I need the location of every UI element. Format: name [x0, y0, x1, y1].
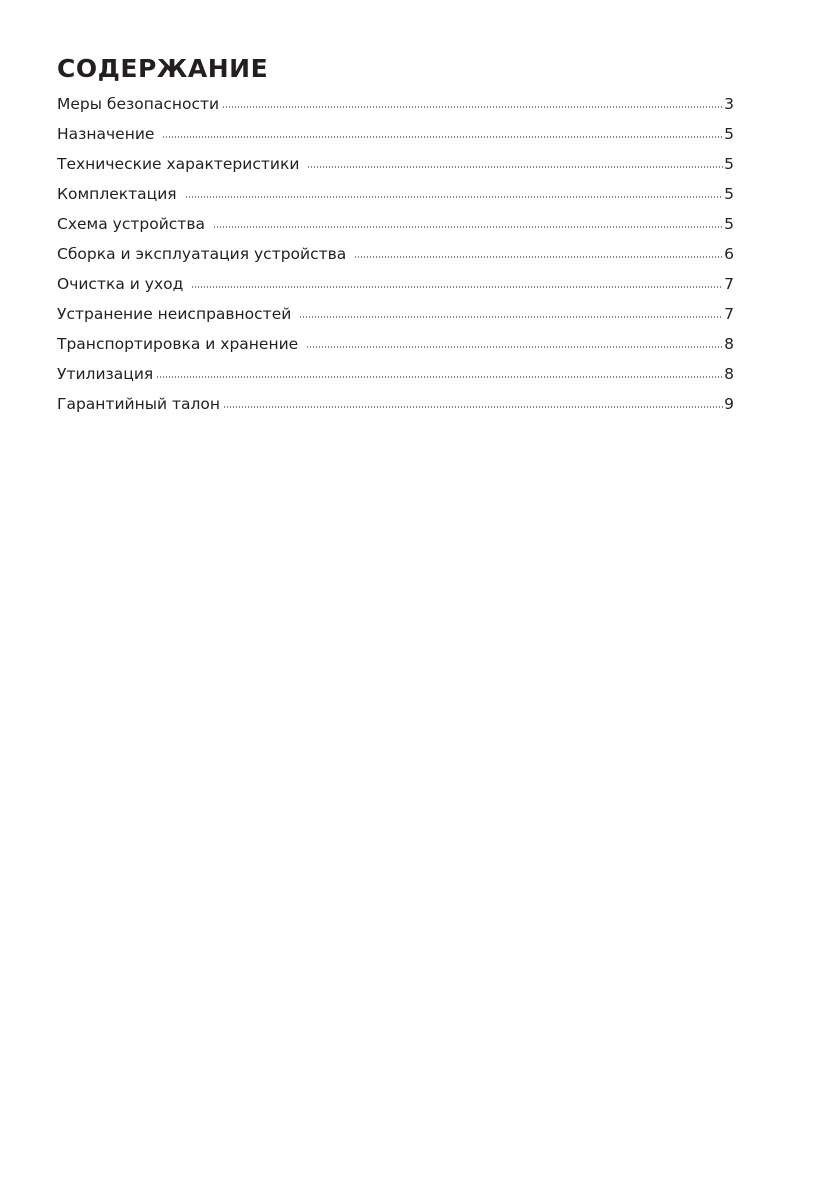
toc-entry-page-number: 7 [724, 275, 734, 293]
dot-leader [185, 196, 724, 198]
toc-entry[interactable] [57, 119, 734, 149]
toc-entry-page-number: 3 [724, 95, 734, 113]
dot-leader [307, 166, 723, 168]
toc-entry-page-number: 5 [724, 125, 734, 143]
toc-entry[interactable] [57, 269, 734, 299]
toc-entry-page-number: 5 [724, 155, 734, 173]
toc-entry-page-number: 8 [724, 365, 734, 383]
toc-entry[interactable] [57, 209, 734, 239]
toc-entry-label: Технические характеристики [57, 155, 300, 173]
page-title: СОДЕРЖАНИЕ [57, 54, 269, 83]
toc-entry-label: Меры безопасности [57, 95, 220, 113]
toc-entry[interactable] [57, 89, 734, 119]
toc-entry-label: Очистка и уход [57, 275, 184, 293]
toc-entry-label: Устранение неисправностей [57, 305, 292, 323]
toc-entry-label: Транспортировка и хранение [57, 335, 299, 353]
toc-entry-label: Схема устройства [57, 215, 205, 233]
toc-entry-page-number: 5 [724, 215, 734, 233]
dot-leader [191, 286, 723, 288]
toc-entry[interactable] [57, 299, 734, 329]
toc-entry-label: Гарантийный талон [57, 395, 221, 413]
toc-entry[interactable] [57, 359, 734, 389]
toc-entry-page-number: 6 [724, 245, 734, 263]
dot-leader [162, 136, 723, 138]
dot-leader [306, 346, 723, 348]
toc-entry-page-number: 9 [724, 395, 734, 413]
toc-entry-page-number: 5 [724, 185, 734, 203]
dot-leader [222, 106, 723, 108]
toc-entry[interactable] [57, 389, 734, 419]
dot-leader [354, 256, 723, 258]
toc-entry-page-number: 7 [724, 305, 734, 323]
toc-entry-label: Утилизация [57, 365, 154, 383]
table-of-contents [57, 52, 734, 419]
toc-list [57, 89, 734, 419]
toc-entry-label: Сборка и эксплуатация устройства [57, 245, 347, 263]
dot-leader [223, 406, 723, 408]
toc-entry-label: Назначение [57, 125, 155, 143]
dot-leader [213, 226, 723, 228]
toc-entry[interactable] [57, 149, 734, 179]
toc-entry[interactable] [57, 329, 734, 359]
toc-entry-page-number: 8 [724, 335, 734, 353]
toc-entry-label: Комплектация [57, 185, 177, 203]
toc-entry[interactable] [57, 239, 734, 269]
toc-entry[interactable] [57, 179, 734, 209]
dot-leader [299, 316, 723, 318]
dot-leader [156, 376, 723, 378]
